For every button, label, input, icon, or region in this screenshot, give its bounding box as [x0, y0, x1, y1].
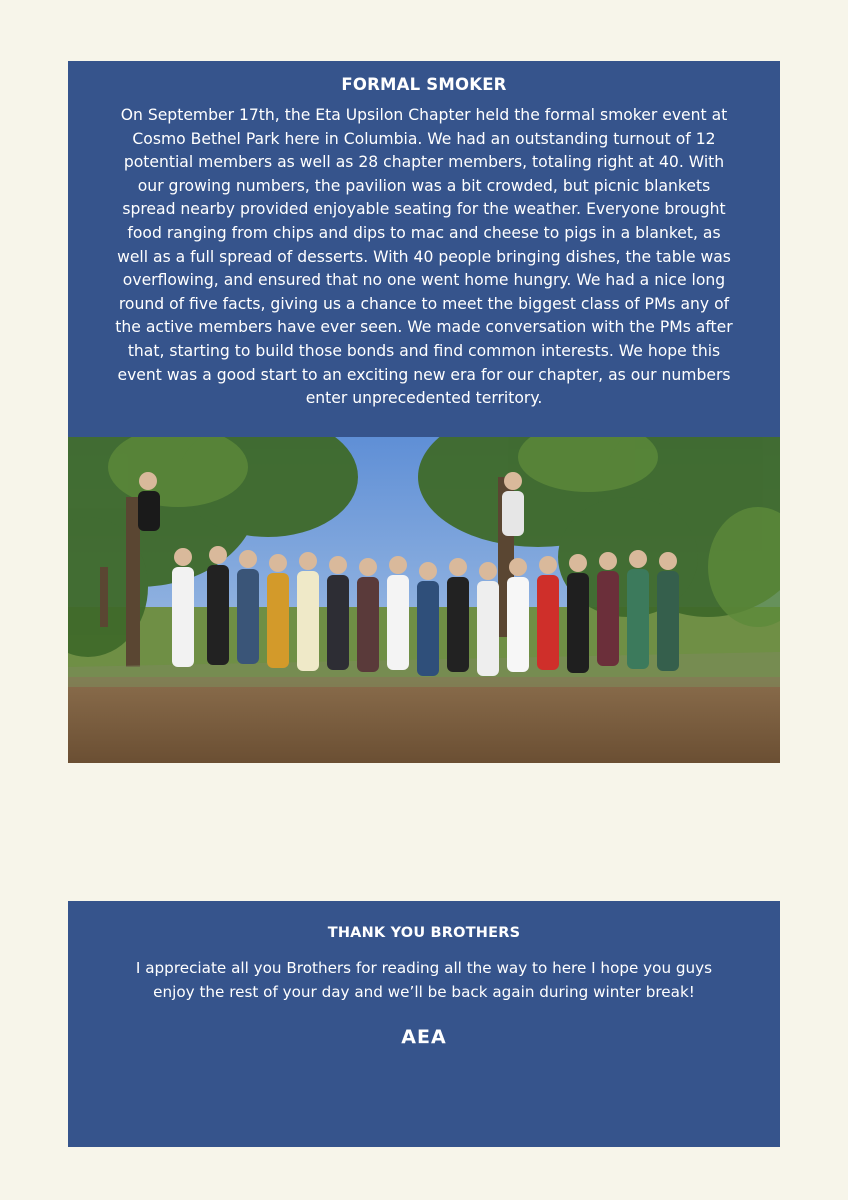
thank-you-title: THANK YOU BROTHERS	[327, 925, 521, 941]
thank-you-body: I appreciate all you Brothers for reading all the way to here I hope you guys enjoy the rest of your day and we’ll be back again during winter break!	[135, 959, 713, 1001]
thank-you-section	[68, 901, 780, 1147]
formal-smoker-title: FORMAL SMOKER	[341, 75, 507, 94]
group-photo	[68, 437, 780, 763]
chapter-signoff: ΑΕΑ	[401, 1026, 447, 1049]
formal-smoker-section	[68, 61, 780, 437]
formal-smoker-body: On September 17th, the Eta Upsilon Chapter held the formal smoker event at Cosmo Bethel Park here in Columbia. We had an outstanding turnout of 12 potential members as well as 28 chapter members, totaling right at 40. With our growing numbers, the pavilion was a bit crowded, but picnic blankets spread nearby provided enjoyable seating for the weather. Everyone brought food ranging from chips and dips to mac and cheese to pigs in a blanket, as well as a full spread of desserts. With 40 people bringing dishes, the table was overflowing, and ensured that no one went home hungry. We had a nice long round of five facts, giving us a chance to meet the biggest class of PMs any of the active members have ever seen. We made conversation with the PMs after that, starting to build those bonds and find common interests. We hope this event was a good start to an exciting new era for our chapter, as our numbers enter unprecedented territory.	[115, 106, 733, 408]
